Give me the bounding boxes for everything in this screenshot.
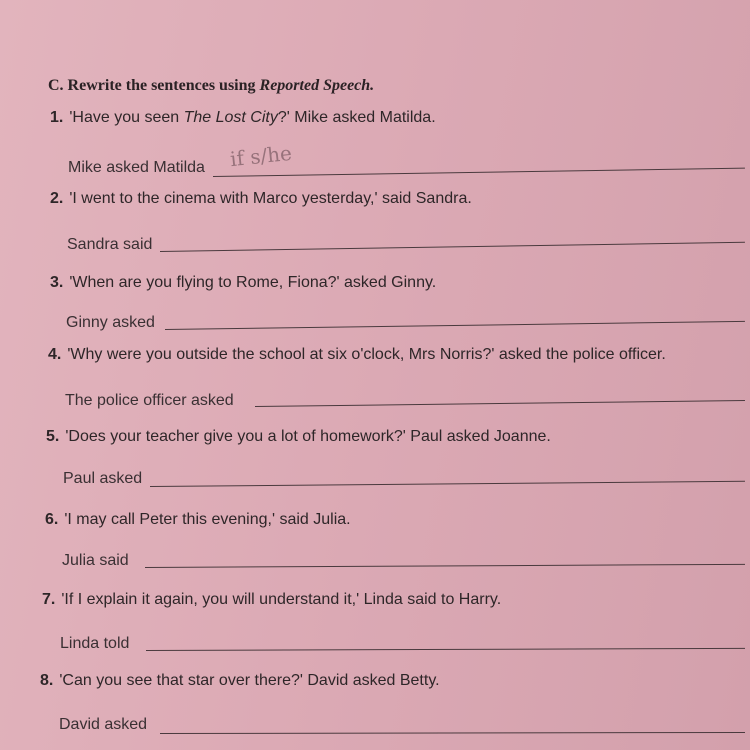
question-2	[50, 190, 472, 208]
answer-line-4[interactable]	[255, 400, 745, 407]
question-number: 4.	[48, 346, 62, 363]
question-3	[50, 274, 436, 292]
question-6	[45, 511, 351, 529]
answer-line-1[interactable]	[213, 168, 745, 177]
question-text: 'Can you see that star over there?' David asked Betty.	[59, 672, 440, 689]
answer-line-2[interactable]	[160, 242, 745, 252]
answer-prompt-6: Julia said	[62, 552, 129, 569]
answer-prompt-2: Sandra said	[67, 236, 153, 253]
question-text: 'Why were you outside the school at six o'clock, Mrs Norris?' asked the police officer.	[67, 346, 666, 363]
answer-prompt-4: The police officer asked	[65, 392, 234, 409]
question-4	[48, 346, 666, 364]
question-number: 5.	[46, 428, 60, 445]
question-text: 'I may call Peter this evening,' said Julia.	[64, 511, 351, 528]
handwritten-note: if s/he	[228, 140, 293, 172]
answer-line-5[interactable]	[150, 481, 745, 487]
question-text: 'Does your teacher give you a lot of homework?' Paul asked Joanne.	[65, 428, 551, 445]
answer-line-6[interactable]	[145, 564, 745, 568]
question-5	[46, 428, 551, 446]
section-heading	[48, 77, 374, 95]
section-heading-emphasis: Reported Speech.	[259, 77, 375, 94]
answer-prompt-3: Ginny asked	[66, 314, 155, 331]
section-heading-prefix: C. Rewrite the sentences using	[48, 77, 260, 94]
question-number: 1.	[50, 109, 64, 126]
question-text: 'If I explain it again, you will understand it,' Linda said to Harry.	[61, 591, 502, 608]
question-8	[40, 672, 440, 690]
answer-prompt-8: David asked	[59, 716, 148, 733]
answer-prompt-7: Linda told	[60, 635, 130, 652]
answer-prompt-1: Mike asked Matilda	[68, 159, 205, 176]
question-number: 6.	[45, 511, 59, 528]
question-7	[42, 591, 501, 609]
question-number: 8.	[40, 672, 54, 689]
question-text: 'When are you flying to Rome, Fiona?' asked Ginny.	[69, 274, 437, 291]
question-number: 2.	[50, 190, 64, 207]
answer-line-3[interactable]	[165, 321, 745, 330]
question-number: 3.	[50, 274, 64, 291]
answer-line-7[interactable]	[146, 648, 745, 651]
question-text-italic: The Lost City	[183, 109, 278, 126]
question-1	[50, 109, 436, 127]
answer-prompt-5: Paul asked	[63, 470, 143, 487]
question-text-post: ?' Mike asked Matilda.	[277, 109, 436, 126]
question-text: 'I went to the cinema with Marco yesterday,' said Sandra.	[69, 190, 472, 207]
answer-line-8[interactable]	[160, 732, 745, 734]
question-number: 7.	[42, 591, 56, 608]
question-text-pre: 'Have you seen	[69, 109, 184, 126]
